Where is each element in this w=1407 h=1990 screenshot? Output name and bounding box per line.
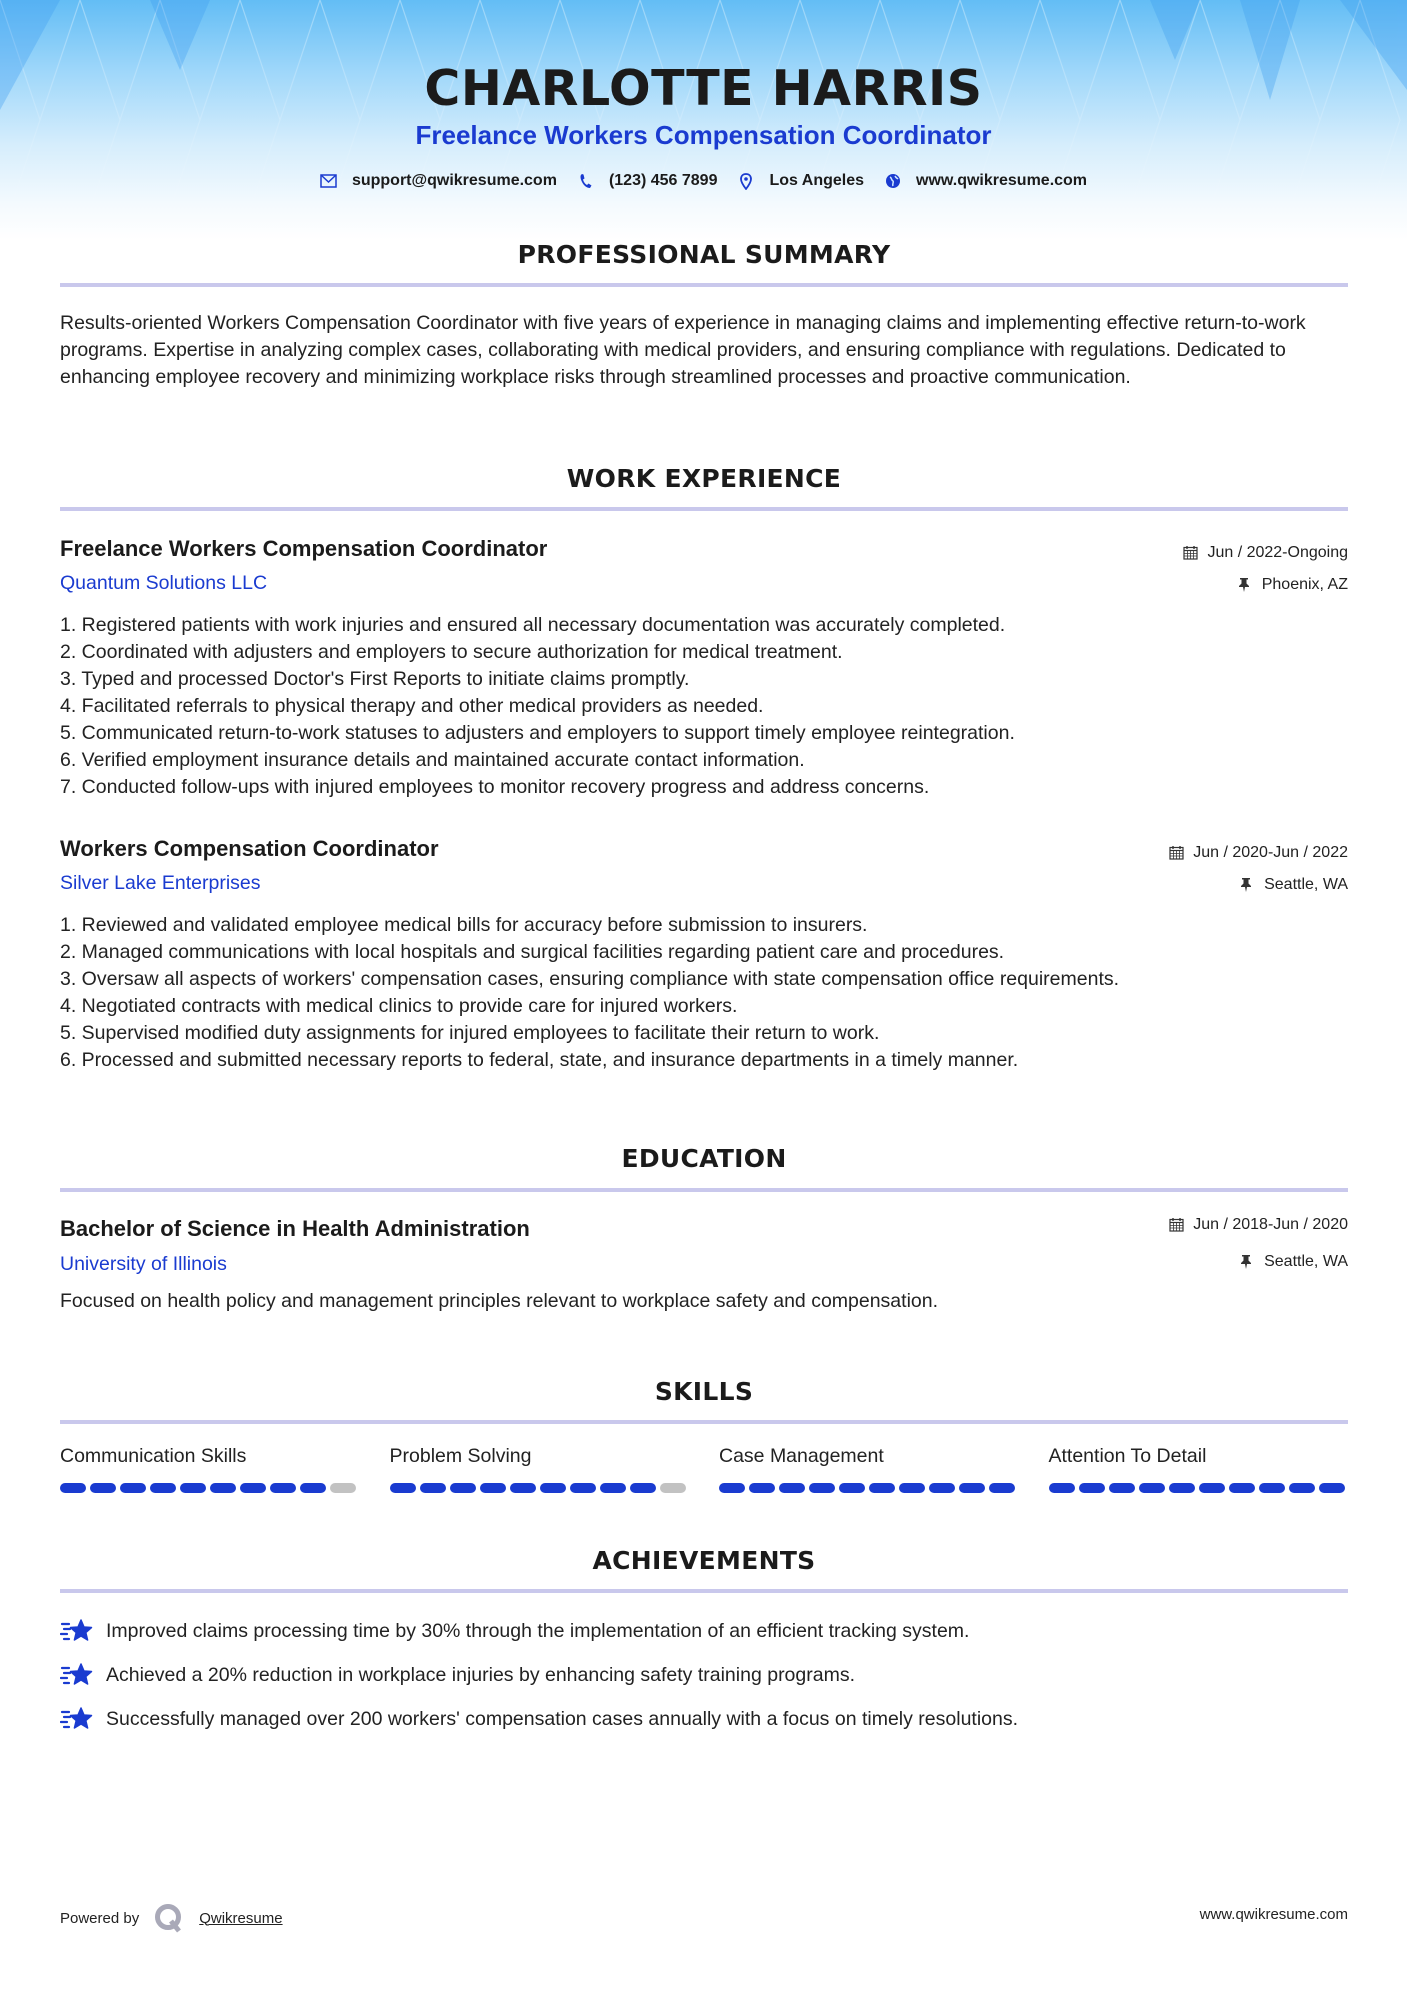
skill-name: Communication Skills (60, 1445, 247, 1467)
skill-segment-filled (180, 1483, 206, 1493)
pushpin-icon (1238, 577, 1254, 593)
calendar-icon (1169, 1217, 1185, 1233)
section-divider (60, 1589, 1348, 1593)
education-heading: EDUCATION (621, 1144, 787, 1173)
skill-segment-filled (540, 1483, 566, 1493)
skill-segment-filled (989, 1483, 1015, 1493)
job-bullets (60, 912, 1360, 1074)
skill-segment-filled (60, 1483, 86, 1493)
skill-segment-filled (480, 1483, 506, 1493)
company-name: Quantum Solutions LLC (60, 572, 268, 594)
skill-segment-filled (90, 1483, 116, 1493)
skill-segment-filled (1049, 1483, 1075, 1493)
skill-segment-filled (1259, 1483, 1285, 1493)
skill-item (1049, 1445, 1349, 1493)
phone-text: (123) 456 7899 (608, 172, 718, 189)
skill-segment-filled (450, 1483, 476, 1493)
school-name: University of Illinois (60, 1253, 227, 1275)
skill-segment-filled (839, 1483, 865, 1493)
footer-powered-by (60, 1902, 283, 1934)
list-item: 4. Negotiated contracts with medical clinics to provide care for injured workers. (60, 995, 738, 1017)
list-item: 2. Managed communications with local hospitals and surgical facilities regarding patient care and procedures. (60, 941, 1005, 963)
list-item: 7. Conducted follow-ups with injured employees to monitor recovery progress and address concerns. (60, 776, 930, 798)
pushpin-icon (1240, 1254, 1256, 1270)
skill-segment-empty (330, 1483, 356, 1493)
contact-website[interactable] (884, 172, 1087, 190)
list-item: 5. Supervised modified duty assignments for injured employees to facilitate their return to work. (60, 1022, 880, 1044)
skills-heading: SKILLS (654, 1377, 754, 1406)
skill-segment-filled (300, 1483, 326, 1493)
section-divider (60, 1420, 1348, 1424)
skill-segment-filled (210, 1483, 236, 1493)
skill-segment-filled (630, 1483, 656, 1493)
contact-email[interactable] (320, 172, 557, 190)
achievement-item: Successfully managed over 200 workers' compensation cases annually with a focus on timely resolutions. (60, 1704, 1018, 1734)
job-title: Workers Compensation Coordinator (60, 836, 439, 861)
skill-segment-filled (809, 1483, 835, 1493)
skill-segment-filled (510, 1483, 536, 1493)
summary-heading: PROFESSIONAL SUMMARY (517, 240, 891, 269)
skill-rating-bar (1049, 1483, 1349, 1493)
list-item: 6. Processed and submitted necessary reports to federal, state, and insurance departments in a timely manner. (60, 1049, 1019, 1071)
website-text: www.qwikresume.com (916, 172, 1088, 189)
skill-segment-filled (1229, 1483, 1255, 1493)
star-achievement-icon (60, 1616, 94, 1646)
achievement-item: Achieved a 20% reduction in workplace injuries by enhancing safety training programs. (60, 1660, 855, 1690)
envelope-icon (320, 172, 338, 190)
skill-segment-filled (150, 1483, 176, 1493)
education-dates: Jun / 2018-Jun / 2020 (1169, 1216, 1348, 1234)
qwikresume-logo-icon (153, 1902, 185, 1934)
skill-segment-empty (660, 1483, 686, 1493)
job-dates: Jun / 2022-Ongoing (1183, 544, 1348, 562)
education-location: Seattle, WA (1240, 1253, 1348, 1271)
skill-rating-bar (390, 1483, 690, 1493)
skill-rating-bar (719, 1483, 1019, 1493)
skills-list (60, 1445, 1348, 1493)
skill-segment-filled (570, 1483, 596, 1493)
company-name: Silver Lake Enterprises (60, 872, 261, 894)
skill-name: Attention To Detail (1048, 1445, 1207, 1467)
globe-icon (884, 172, 902, 190)
job-bullets (60, 612, 1360, 801)
qwikresume-link[interactable]: Qwikresume (199, 1909, 283, 1927)
degree-title: Bachelor of Science in Health Administration (60, 1216, 530, 1241)
calendar-icon (1183, 545, 1199, 561)
section-divider (60, 1188, 1348, 1192)
job-location: Seattle, WA (1240, 876, 1348, 894)
section-divider (60, 283, 1348, 287)
list-item: 6. Verified employment insurance details and maintained accurate contact information. (60, 749, 805, 771)
star-achievement-icon (60, 1660, 94, 1690)
contact-phone[interactable] (577, 172, 718, 190)
summary-text: Results-oriented Workers Compensation Coordinator with five years of experience in managing claims and implementing effective return-to-work programs. Expertise in analyzing complex cases, collaborating with medical providers, and ensuring compliance with regulations. Dedicated to enhancing employee recovery and minimizing workplace risks through streamlined processes and proactive communication. (60, 312, 1306, 388)
list-item: 5. Communicated return-to-work statuses to adjusters and employers to support timely employee reintegration. (60, 722, 1015, 744)
skill-segment-filled (899, 1483, 925, 1493)
skill-segment-filled (270, 1483, 296, 1493)
achievement-item: Improved claims processing time by 30% through the implementation of an efficient tracking system. (60, 1616, 969, 1646)
achievements-heading: ACHIEVEMENTS (592, 1546, 816, 1575)
skill-name: Case Management (719, 1445, 884, 1467)
experience-heading: WORK EXPERIENCE (566, 464, 842, 493)
pushpin-icon (1240, 877, 1256, 893)
footer-website: www.qwikresume.com (1199, 1906, 1348, 1923)
skill-segment-filled (1199, 1483, 1225, 1493)
star-achievement-icon (60, 1704, 94, 1734)
skill-rating-bar (60, 1483, 360, 1493)
skill-name: Problem Solving (389, 1445, 532, 1467)
skill-segment-filled (1289, 1483, 1315, 1493)
contact-bar (0, 172, 1407, 190)
candidate-name: CHARLOTTE HARRIS (424, 60, 983, 117)
list-item: 3. Oversaw all aspects of workers' compensation cases, ensuring compliance with state compensation office requirements. (60, 968, 1120, 990)
job-dates: Jun / 2020-Jun / 2022 (1169, 844, 1348, 862)
contact-location (737, 172, 864, 190)
skill-segment-filled (869, 1483, 895, 1493)
skill-item (719, 1445, 1019, 1493)
skill-segment-filled (420, 1483, 446, 1493)
skill-segment-filled (390, 1483, 416, 1493)
skill-segment-filled (1079, 1483, 1105, 1493)
skill-segment-filled (120, 1483, 146, 1493)
skill-segment-filled (1319, 1483, 1345, 1493)
skill-segment-filled (749, 1483, 775, 1493)
header-banner (0, 0, 1407, 240)
section-divider (60, 507, 1348, 511)
job-title: Freelance Workers Compensation Coordinator (60, 536, 548, 561)
list-item: 2. Coordinated with adjusters and employers to secure authorization for medical treatment. (60, 641, 843, 663)
phone-icon (577, 172, 595, 190)
email-text: support@qwikresume.com (351, 172, 557, 189)
skill-segment-filled (240, 1483, 266, 1493)
calendar-icon (1169, 845, 1185, 861)
skill-segment-filled (959, 1483, 985, 1493)
skill-segment-filled (1169, 1483, 1195, 1493)
skill-segment-filled (779, 1483, 805, 1493)
education-description: Focused on health policy and management principles relevant to workplace safety and compensation. (60, 1290, 939, 1312)
map-pin-icon (737, 172, 755, 190)
skill-segment-filled (929, 1483, 955, 1493)
skill-segment-filled (600, 1483, 626, 1493)
job-location: Phoenix, AZ (1238, 576, 1348, 594)
skill-item (390, 1445, 690, 1493)
candidate-title: Freelance Workers Compensation Coordinator (415, 120, 992, 150)
list-item: 1. Registered patients with work injuries and ensured all necessary documentation was accurately completed. (60, 614, 1006, 636)
skill-segment-filled (1109, 1483, 1135, 1493)
skill-segment-filled (719, 1483, 745, 1493)
list-item: 3. Typed and processed Doctor's First Reports to initiate claims promptly. (60, 668, 690, 690)
skill-item (60, 1445, 360, 1493)
powered-by-label: Powered by (60, 1909, 140, 1927)
location-text: Los Angeles (769, 172, 865, 189)
skill-segment-filled (1139, 1483, 1165, 1493)
list-item: 4. Facilitated referrals to physical therapy and other medical providers as needed. (60, 695, 764, 717)
list-item: 1. Reviewed and validated employee medical bills for accuracy before submission to insurers. (60, 914, 868, 936)
